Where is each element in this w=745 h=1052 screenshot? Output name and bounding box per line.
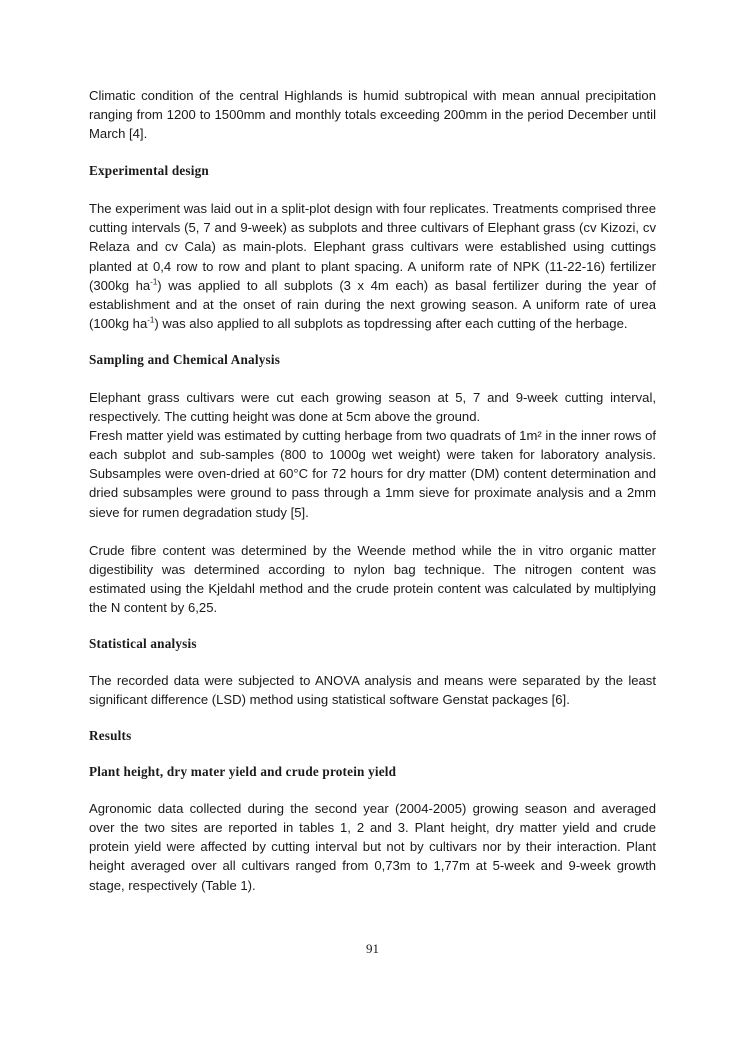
paragraph-cutting: Elephant grass cultivars were cut each growing season at 5, 7 and 9-week cutting interval, respectively. The cutting height was done at 5cm above the ground. — [89, 389, 656, 425]
heading-sampling: Sampling and Chemical Analysis — [89, 351, 281, 367]
heading-statistical-analysis: Statistical analysis — [89, 635, 197, 651]
paragraph-crude-fibre: Crude fibre content was determined by the Weende method while the in vitro organic matter digestibility was determined according to nylon bag technique. The nitrogen content was estimated using the Kjeldahl method and the crude protein content was calculated by multiplying the N content by 6,25. — [89, 542, 656, 615]
paragraph-experiment-part-c: ) was also applied to all subplots as topdressing after each cutting of the herbage. — [154, 315, 628, 331]
heading-plant-height: Plant height, dry mater yield and crude protein yield — [89, 764, 397, 780]
paragraph-fresh-matter: Fresh matter yield was estimated by cutting herbage from two quadrats of 1m² in the inner rows of each subplot and sub-samples (800 to 1000g wet weight) were taken for laboratory analysis. Subsamples were oven-dried at 60°C for 72 hours for dry matter (DM) content determination and dried subsamples were ground to pass through a 1mm sieve for proximate analysis and a 2mm sieve for rumen degradation study [5]. — [89, 428, 656, 520]
paragraph-experiment-part-b: ) was applied to all subplots (3 x 4m each) as basal fertilizer during the year of establishment and at the onset of rain during the next growing season. A uniform rate of urea (100kg ha — [89, 277, 656, 331]
paragraph-agronomic: Agronomic data collected during the second year (2004-2005) growing season and averaged over the two sites are reported in tables 1, 2 and 3. Plant height, dry matter yield and crude protein yield were affected by cutting interval but not by cultivars nor by their interaction. Plant height averaged over all cultivars ranged from 0,73m to 1,77m at 5-week and 9-week growth stage, respectively (Table 1). — [89, 801, 656, 893]
paragraph-experiment — [89, 199, 656, 333]
superscript-unit: -1 — [150, 277, 158, 287]
page-number: 91 — [366, 941, 379, 956]
page-body — [89, 86, 656, 895]
paragraph-experiment-part-a: The experiment was laid out in a split-plot design with four replicates. Treatments comprised three cutting intervals (5, 7 and 9-week) as subplots and three cultivars of Elephant grass (cv Kizozi, cv Relaza and cv Cala) as main-plots. Elephant grass cultivars were established using cuttings planted at 0,4 row to row and plant to plant spacing. A uniform rate of NPK (11-22-16) fertilizer (300kg ha — [89, 201, 656, 293]
heading-results: Results — [89, 728, 132, 744]
heading-experimental-design: Experimental design — [89, 163, 209, 179]
paragraph-climate: Climatic condition of the central Highlands is humid subtropical with mean annual precipitation ranging from 1200 to 1500mm and monthly totals exceeding 200mm in the period December until March [4]. — [89, 88, 656, 142]
paragraph-anova: The recorded data were subjected to ANOVA analysis and means were separated by the least significant difference (LSD) method using statistical software Genstat packages [6]. — [89, 672, 656, 708]
superscript-unit: -1 — [147, 315, 155, 325]
